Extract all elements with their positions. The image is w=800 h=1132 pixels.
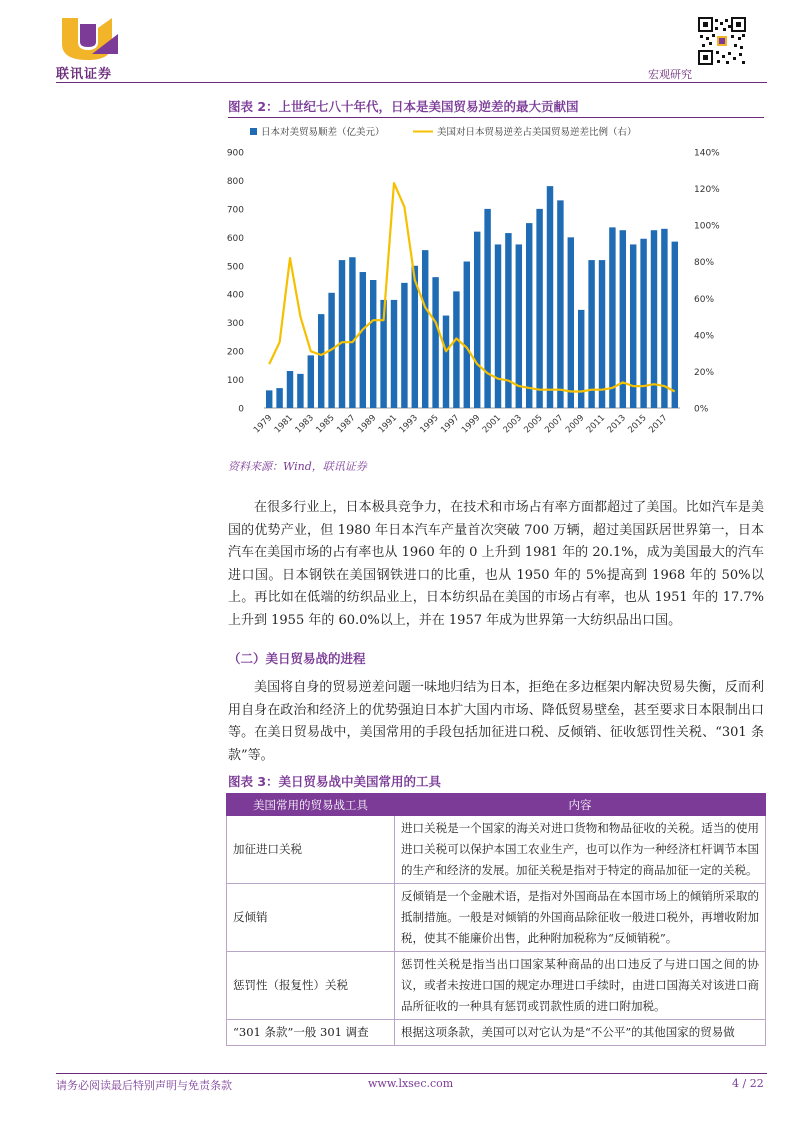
bar-1995 [432, 277, 438, 408]
bar-2003 [516, 244, 522, 408]
bar-1982 [297, 374, 303, 408]
right-axis-tick-label: 80% [694, 258, 715, 269]
table-header-tool: 美国常用的贸易战工具 [227, 794, 395, 816]
x-axis-tick-label: 1981 [272, 413, 296, 436]
bar-2011 [599, 260, 605, 408]
bar-1986 [339, 260, 345, 408]
left-axis-tick-label: 200 [226, 347, 244, 358]
table-cell-tool: “301 条款”一般 301 调查 [227, 1020, 395, 1046]
bar-2008 [568, 237, 574, 408]
bar-1988 [360, 272, 366, 408]
page-number: 4 / 22 [732, 1077, 764, 1090]
table-header-row [227, 794, 766, 816]
left-axis-tick-label: 300 [226, 319, 244, 330]
bar-1992 [401, 283, 407, 408]
table-cell-tool: 反倾销 [227, 884, 395, 952]
bar-2012 [609, 227, 615, 408]
bar-2018 [672, 242, 678, 408]
bar-1984 [318, 314, 324, 408]
bar-2015 [640, 239, 646, 408]
header-divider [56, 82, 767, 83]
x-axis-tick-label: 2003 [501, 413, 524, 436]
x-axis-tick-label: 1979 [251, 413, 275, 436]
bar-1979 [266, 390, 272, 408]
figure2-title: 图表 2：上世纪七八十年代，日本是美国贸易逆差的最大贡献国 [228, 99, 579, 114]
legend-bar-label: 日本对美贸易顺差（亿美元） [261, 127, 385, 138]
body-paragraph-2 [228, 677, 764, 767]
legend-line-label: 美国对日本贸易逆差占美国贸易逆差比例（右） [437, 127, 637, 138]
bar-2001 [495, 244, 501, 408]
bar-2016 [651, 230, 657, 408]
x-axis-tick-label: 1985 [314, 413, 337, 436]
bar-2006 [547, 186, 553, 408]
right-axis-tick-label: 100% [694, 221, 720, 232]
bar-1994 [422, 250, 428, 408]
left-axis-tick-label: 600 [226, 233, 244, 244]
bar-2000 [484, 209, 490, 408]
section-heading: （二）美日贸易战的进程 [228, 651, 366, 666]
right-axis-tick-label: 60% [694, 294, 715, 305]
left-axis-tick-label: 700 [226, 205, 244, 216]
right-axis-tick-label: 120% [694, 185, 720, 196]
footer-website-link[interactable]: www.lxsec.com [368, 1077, 454, 1090]
left-axis-tick-label: 400 [226, 290, 244, 301]
x-axis-tick-label: 2013 [605, 413, 628, 436]
table-cell-content: 根据这项条款，美国可以对它认为是“不公平”的其他国家的贸易做 [395, 1020, 766, 1046]
table-cell-tool: 加征进口关税 [227, 816, 395, 884]
trade-tools-table [226, 793, 766, 1046]
x-axis-tick-label: 1987 [335, 413, 358, 436]
bar-2010 [588, 260, 594, 408]
left-axis-tick-label: 0 [238, 404, 244, 415]
table-cell-content: 反倾销是一个金融术语，是指对外国商品在本国市场上的倾销所采取的抵制措施。一般是对倾销的外国商品除征收一般进口税外，再增收附加税，使其不能廉价出售，此种附加税称为“反倾销税”。 [395, 884, 766, 952]
x-axis-tick-label: 2005 [522, 413, 545, 436]
legend-bar-swatch [250, 128, 257, 135]
x-axis-tick-label: 1993 [397, 413, 420, 436]
qr-code [698, 17, 746, 65]
bar-1997 [453, 291, 459, 408]
x-axis-tick-label: 1983 [293, 413, 316, 436]
company-name: 联讯证券 [56, 67, 113, 82]
bar-1980 [276, 388, 282, 408]
body-paragraph-1 [228, 497, 764, 632]
left-axis-tick-label: 900 [226, 148, 244, 159]
x-axis-tick-label: 2001 [480, 413, 504, 436]
table-header-content: 内容 [395, 794, 766, 816]
x-axis-tick-label: 1991 [376, 413, 400, 436]
bar-1991 [391, 300, 397, 408]
right-axis-tick-label: 140% [694, 148, 720, 159]
table-cell-tool: 惩罚性（报复性）关税 [227, 952, 395, 1020]
x-axis-tick-label: 1999 [459, 413, 483, 436]
bar-1998 [464, 262, 470, 408]
table-row [227, 884, 766, 952]
table-row [227, 952, 766, 1020]
bar-2009 [578, 310, 584, 408]
bar-2014 [630, 244, 636, 408]
right-axis-tick-label: 0% [694, 404, 709, 415]
table-row [227, 816, 766, 884]
x-axis-tick-label: 1997 [439, 413, 462, 436]
right-axis-tick-label: 20% [694, 367, 715, 378]
x-axis-tick-label: 2007 [543, 413, 566, 436]
bar-1996 [443, 316, 449, 408]
bar-2004 [526, 223, 532, 408]
x-axis-tick-label: 2017 [647, 413, 670, 436]
x-axis-tick-label: 1995 [418, 413, 441, 436]
left-axis-tick-label: 500 [226, 262, 244, 273]
x-axis-tick-label: 1989 [355, 413, 379, 436]
table-cell-content: 进口关税是一个国家的海关对进口货物和物品征收的关税。适当的使用进口关税可以保护本国工农业生产，也可以作为一种经济杠杆调节本国的生产和经济的发展。加征关税是指对于特定的商品加征一定的关税。 [395, 816, 766, 884]
figure2-source: 资料来源：Wind，联讯证券 [228, 460, 367, 473]
right-axis-tick-label: 40% [694, 331, 715, 342]
footer-disclaimer-link[interactable]: 请务必阅读最后特别声明与免责条款 [56, 1079, 232, 1092]
paragraph-2-text: 美国将自身的贸易逆差问题一味地归结为日本，拒绝在多边框架内解决贸易失衡，反而利用自身在政治和经济上的优势强迫日本扩大国内市场、降低贸易壁垒，甚至要求日本限制出口等。在美日贸易战中，美国常用的手段包括加征进口税、反倾销、征收惩罚性关税、“301 条款”等。 [228, 680, 764, 763]
report-type: 宏观研究 [648, 68, 692, 81]
bar-1981 [287, 371, 293, 408]
footer-divider [56, 1073, 767, 1074]
table-cell-content: 惩罚性关税是指当出口国家某种商品的出口违反了与进口国之间的协议，或者未按进口国的规定办理进口手续时，由进口国海关对该进口商品所征收的一种具有惩罚或罚款性质的进口附加税。 [395, 952, 766, 1020]
left-axis-tick-label: 100 [226, 376, 244, 387]
figure2-title-underline [228, 117, 764, 118]
company-logo [58, 14, 120, 62]
bar-2017 [661, 229, 667, 408]
x-axis-tick-label: 2015 [626, 413, 649, 436]
figure3-title: 图表 3：美日贸易战中美国常用的工具 [228, 774, 442, 789]
bar-1989 [370, 280, 376, 408]
left-axis-tick-label: 800 [226, 176, 244, 187]
table-row [227, 1020, 766, 1046]
paragraph-1-text: 在很多行业上，日本极具竞争力，在技术和市场占有率方面都超过了美国。比如汽车是美国的优势产业，但 1980 年日本汽车产量首次突破 700 万辆，超过美国跃居世界第一，日本汽车在美国市场的占有率也从 1960 年的 0 上升到 1981 年的 20.1%，成为美国最大的汽车进口国。日本钢铁在美国钢铁进口的比重，也从 1950 年的 5%提高到 1968 年的 50%以上。再比如在低端的纺织品业上，日本纺织品在美国的市场占有率，也从 1951 年的 17.7%上升到 1955 年的 60.0%以上，并在 1957 年成为世界第一大纺织品出口国。 [228, 500, 764, 628]
bar-1987 [349, 257, 355, 408]
bar-2005 [536, 209, 542, 408]
bar-2007 [557, 200, 563, 408]
x-axis-tick-label: 2011 [584, 413, 608, 436]
trade-surplus-chart [220, 122, 770, 452]
x-axis-tick-label: 2009 [563, 413, 587, 436]
bar-1999 [474, 232, 480, 408]
bar-1983 [308, 355, 314, 408]
